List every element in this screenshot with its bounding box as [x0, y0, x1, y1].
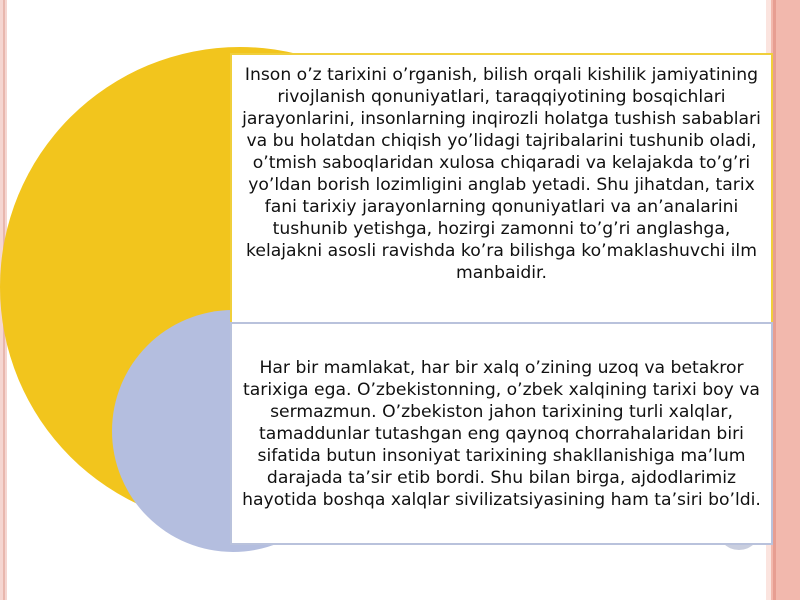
- text-box-top: [230, 53, 773, 326]
- text-box-bottom: [230, 322, 773, 545]
- paragraph-uzbekistan-history: Har bir mamlakat, har bir xalq o’zining uzoq va betakror tarixiga ega. O’zbekistonning, o’zbek xalqining tarixi boy va sermazmun. O’zbekiston jahon tarixining turli xalqlar, tamaddunlar tutashgan eng qaynoq chorrahalaridan biri sifatida butun insoniyat tarixining shakllanishiga ma’lum darajada ta’sir etib bordi. Shu bilan birga, ajdodlarimiz hayotida boshqa xalqlar sivilizatsiyasining ham ta’siri bo’ldi.: [242, 357, 761, 510]
- paragraph-history-importance: Inson o’z tarixini o’rganish, bilish orqali kishilik jamiyatining rivojlanish qonuniyatlari, taraqqiyotining bosqichlari jarayonlarini, insonlarning inqirozli holatga tushish sabablari va bu holatdan chiqish yo’lidagi tajribalarini tushunib oladi, o’tmish saboqlaridan xulosa chiqaradi va kelajakda to’g’ri yo’ldan borish lozimligini anglab yetadi. Shu jihatdan, tarix fani tarixiy jarayonlarning qonuniyatlari va an’analarini tushunib yetishga, hozirgi zamonni to’g’ri anglashga, kelajakni asosli ravishda ko’ra bilishga ko’maklashuvchi ilm manbaidir.: [242, 65, 761, 283]
